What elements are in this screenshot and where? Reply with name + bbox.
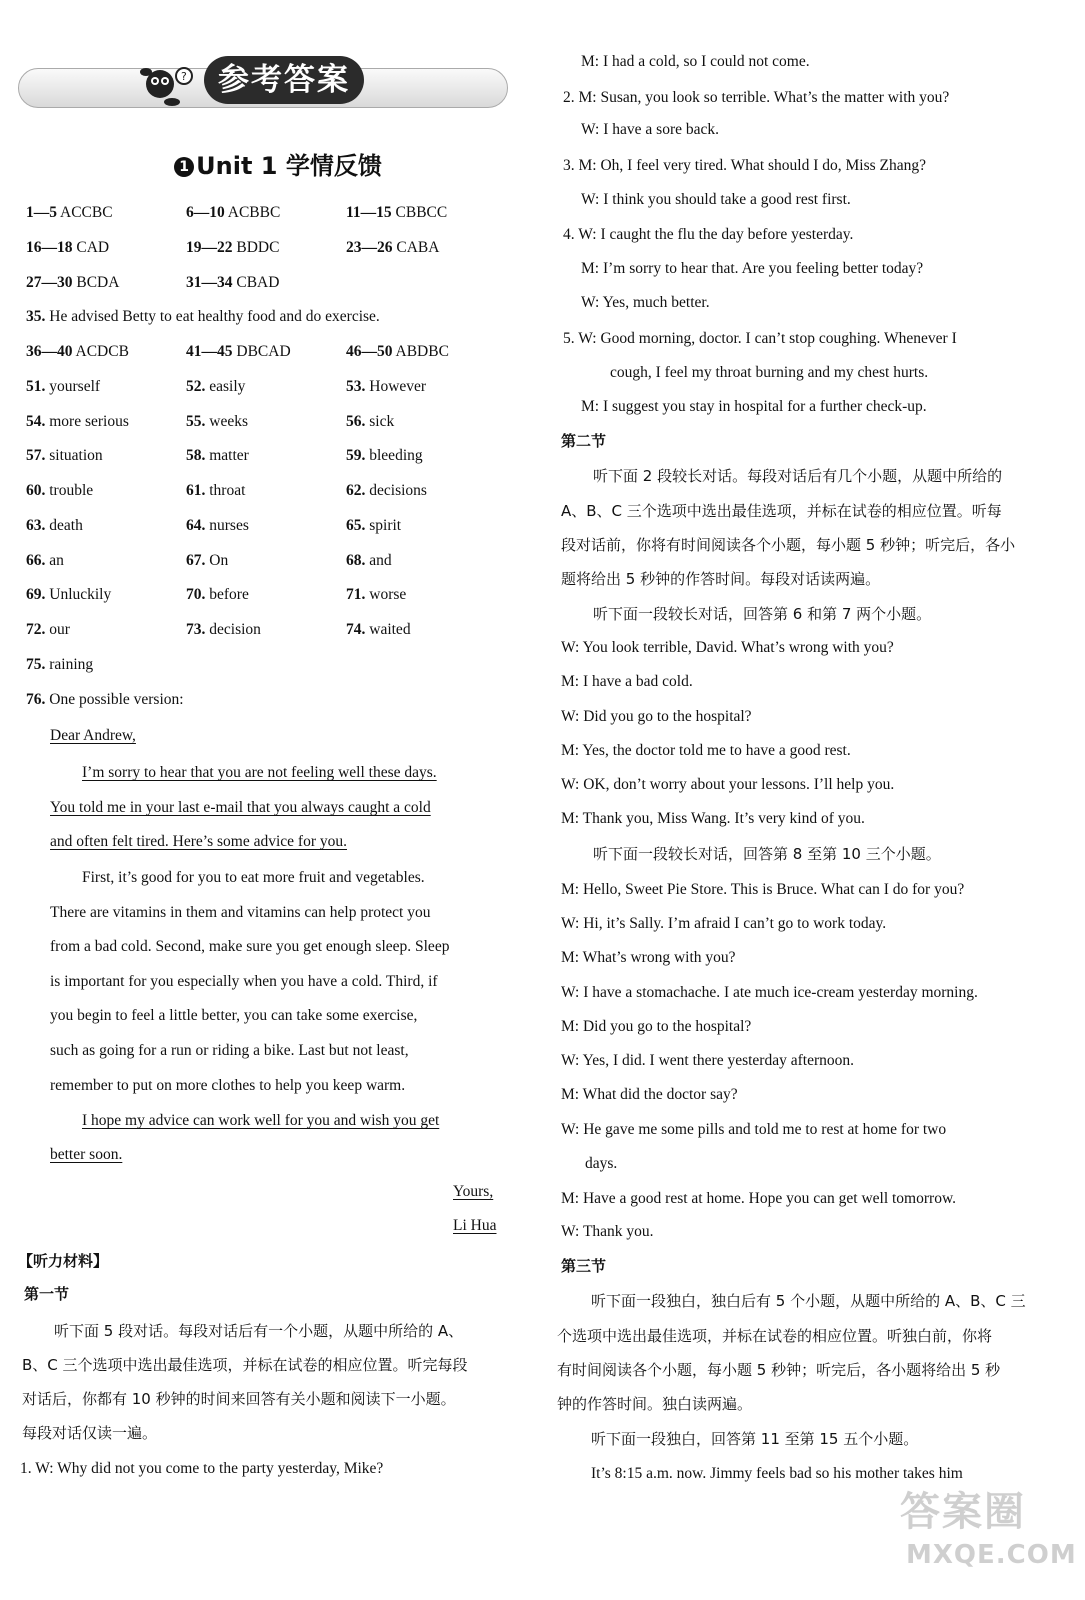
question-number: 6—10 (186, 204, 225, 221)
answer-cell: 56. sick (346, 412, 395, 430)
question-number: 23—26 (346, 238, 393, 256)
answer-cell: 60. trouble (26, 482, 94, 499)
question-number: 51. (26, 377, 46, 395)
answer-cell: 52. easily (186, 377, 246, 395)
answer-row (26, 236, 506, 271)
dialogue-line: W: Hi, it’s Sally. I’m afraid I can’t go to work today. (561, 915, 887, 932)
answer-row (26, 410, 506, 445)
answer-row (26, 201, 506, 236)
question-number: 64. (186, 516, 206, 534)
essay-intro: 76. One possible version: (26, 690, 184, 708)
essay-line: is important for you especially when you have a cold. Third, if (50, 973, 438, 990)
section-1-text: 听下面 5 段对话。每段对话后有一个小题，从题中所给的 A、 (54, 1322, 464, 1340)
answer-row (26, 514, 506, 549)
essay-line: First, it’s good for you to eat more fruit and vegetables. (82, 869, 425, 886)
essay-salutation: Dear Andrew, (50, 727, 136, 744)
answer-row (26, 583, 506, 618)
answer-cell: 69. Unluckily (26, 586, 112, 604)
essay-line: remember to put on more clothes to help you keep warm. (50, 1077, 406, 1094)
svg-text:?: ? (181, 70, 187, 83)
section-2-text: 题将给出 5 秒钟的作答时间。每段对话读两遍。 (561, 570, 881, 588)
dialogue-line: M: I suggest you stay in hospital for a further check-up. (581, 398, 927, 415)
question-number: 35. (26, 308, 46, 326)
question-number: 70. (186, 586, 206, 604)
dialogue-line: W: Thank you. (561, 1223, 654, 1240)
answer-cell: 27—30 BCDA (26, 273, 120, 291)
dialogue-line: 5. W: Good morning, doctor. I can’t stop coughing. Whenever I (563, 330, 957, 347)
section-2-text: A、B、C 三个选项中选出最佳选项，并标在试卷的相应位置。听每 (561, 502, 1002, 520)
essay-closing: Yours, (453, 1183, 494, 1200)
question-number: 72. (26, 621, 46, 638)
answer-row (26, 375, 506, 410)
answer-cell: 65. spirit (346, 516, 402, 534)
section-2-text: 段对话前，你将有时间阅读各个小题，每小题 5 秒钟；听完后，各小 (561, 536, 1016, 554)
unit-title: Unit 1 学情反馈 (196, 152, 382, 180)
answer-cell: 58. matter (186, 447, 249, 465)
answer-cell: 55. weeks (186, 412, 248, 430)
question-number: 59. (346, 447, 366, 465)
answer-cell: 46—50 ABDBC (346, 343, 449, 360)
mascot-icon (136, 58, 200, 108)
question-number: 63. (26, 516, 46, 534)
essay-line: I’m sorry to hear that you are not feeling well these days. (82, 764, 437, 781)
answer-cell: 66. an (26, 551, 64, 569)
question-number: 60. (26, 482, 46, 499)
essay-line: from a bad cold. Second, make sure you get enough sleep. Sleep (50, 938, 450, 955)
section-1-text: 对话后，你都有 10 秒钟的时间来回答有关小题和阅读下一小题。 (22, 1390, 456, 1408)
answer-row (26, 653, 506, 688)
question-number: 68. (346, 551, 366, 569)
answer-cell: 54. more serious (26, 412, 129, 430)
dialogue-line: M: I’m sorry to hear that. Are you feeling better today? (581, 260, 924, 277)
section-1-text: B、C 三个选项中选出最佳选项，并标在试卷的相应位置。听完每段 (22, 1356, 468, 1374)
section-3-text: 个选项中选出最佳选项，并标在试卷的相应位置。听独白前，你将 (557, 1327, 993, 1345)
question-number: 11—15 (346, 204, 392, 221)
answer-cell: 23—26 CABA (346, 238, 440, 256)
watermark (900, 1480, 1077, 1590)
question-number: 52. (186, 377, 206, 395)
question-number: 53. (346, 377, 366, 395)
dialogue-line: M: What did the doctor say? (561, 1086, 738, 1103)
answer-cell: 75. raining (26, 655, 94, 673)
section-3-text: 听下面一段独白，独白后有 5 个小题，从题中所给的 A、B、C 三 (591, 1292, 1026, 1310)
answer-cell: 67. On (186, 551, 229, 569)
essay-signature: Li Hua (453, 1217, 497, 1234)
question-number: 56. (346, 412, 366, 430)
answer-cell: 61. throat (186, 482, 246, 499)
answer-row (26, 271, 506, 306)
dialogue-line: W: I think you should take a good rest first. (581, 191, 851, 208)
answer-banner (18, 50, 508, 112)
question-number: 76. (26, 690, 46, 708)
answer-row (26, 618, 506, 653)
question-number: 66. (26, 551, 46, 569)
dialogue-line: 2. M: Susan, you look so terrible. What’s the matter with you? (563, 89, 950, 106)
question-number: 55. (186, 412, 206, 430)
section-1-heading: 第一节 (24, 1285, 70, 1303)
answer-cell: 72. our (26, 621, 70, 638)
unit-heading (20, 146, 536, 181)
answer-cell: 36—40 ACDCB (26, 343, 129, 360)
question-number: 27—30 (26, 273, 73, 291)
dialogue-line: W: Yes, much better. (581, 294, 710, 311)
question-number: 57. (26, 447, 46, 465)
section-3-text: 有时间阅读各个小题，每小题 5 秒钟；听完后，各小题将给出 5 秒 (557, 1361, 1001, 1379)
question-number: 61. (186, 482, 206, 499)
monologue-line: It’s 8:15 a.m. now. Jimmy feels bad so his mother takes him (591, 1465, 963, 1482)
essay-line: better soon. (50, 1146, 123, 1163)
dialogue-line: W: Did you go to the hospital? (561, 708, 752, 725)
question-number: 69. (26, 586, 46, 604)
essay-line: and often felt tired. Here’s some advice for you. (50, 833, 347, 850)
answer-cell: 19—22 BDDC (186, 238, 280, 256)
listening-heading: 【听力材料】 (18, 1252, 109, 1270)
question-number: 36—40 (26, 343, 73, 360)
answer-row (26, 688, 506, 723)
question-number: 54. (26, 412, 46, 430)
question-number: 74. (346, 621, 366, 638)
answer-cell: 1—5 ACCBC (26, 204, 113, 221)
question-number: 19—22 (186, 238, 233, 256)
dialogue-line: W: You look terrible, David. What’s wrong with you? (561, 639, 894, 656)
question-number: 58. (186, 447, 206, 465)
section-3-text: 钟的作答时间。独白读两遍。 (557, 1395, 753, 1413)
essay-line: such as going for a run or riding a bike. Last but not least, (50, 1042, 409, 1059)
watermark-text: 答案圈 (900, 1489, 1026, 1535)
answer-cell: 74. waited (346, 621, 411, 638)
answers-grid (26, 201, 506, 722)
answer-row (26, 444, 506, 479)
answer-cell: 16—18 CAD (26, 238, 110, 256)
dialogue-line: W: I have a sore back. (581, 121, 719, 138)
dialogue-line: M: What’s wrong with you? (561, 949, 736, 966)
question-number: 1—5 (26, 204, 57, 221)
answer-cell: 31—34 CBAD (186, 273, 280, 291)
dialogue-line: M: Hello, Sweet Pie Store. This is Bruce. What can I do for you? (561, 881, 965, 898)
answer-row (26, 479, 506, 514)
dialogue-line: M: Yes, the doctor told me to have a good rest. (561, 742, 851, 759)
dialogue-line: M: I have a bad cold. (561, 673, 693, 690)
answer-cell: 71. worse (346, 586, 407, 604)
question-number: 73. (186, 621, 206, 638)
question-number: 46—50 (346, 343, 393, 360)
section-3-heading: 第三节 (561, 1257, 607, 1275)
dialogue-line: M: Did you go to the hospital? (561, 1018, 752, 1035)
question-number: 41—45 (186, 343, 233, 360)
essay-line: I hope my advice can work well for you and wish you get (82, 1112, 440, 1129)
answer-cell: 62. decisions (346, 482, 427, 499)
dialogue-line: W: I have a stomachache. I ate much ice-cream yesterday morning. (561, 984, 978, 1001)
answer-cell: 64. nurses (186, 516, 249, 534)
dialogue-line: cough, I feel my throat burning and my chest hurts. (610, 364, 929, 381)
dialogue-line: W: OK, don’t worry about your lessons. I’ll help you. (561, 776, 895, 793)
answer-row (26, 549, 506, 584)
question-number: 62. (346, 482, 366, 499)
essay-line: You told me in your last e-mail that you always caught a cold (50, 799, 431, 816)
answer-row (26, 305, 506, 340)
dialogue-intro: 听下面一段较长对话，回答第 6 和第 7 两个小题。 (593, 605, 932, 623)
section-1-text: 每段对话仅读一遍。 (22, 1424, 158, 1442)
dialogue-intro: 听下面一段较长对话，回答第 8 至第 10 三个小题。 (593, 845, 941, 863)
question-number: 67. (186, 551, 206, 569)
dialogue-line: W: He gave me some pills and told me to rest at home for two (561, 1121, 947, 1138)
question-number: 75. (26, 655, 46, 673)
dialogue-line: 4. W: I caught the flu the day before yesterday. (563, 226, 854, 243)
dialogue-line: M: Have a good rest at home. Hope you can get well tomorrow. (561, 1190, 957, 1207)
answer-cell: 68. and (346, 551, 392, 569)
answer-row (26, 340, 506, 375)
answer-cell: 51. yourself (26, 377, 101, 395)
section-2-heading: 第二节 (561, 432, 607, 450)
answer-cell: 41—45 DBCAD (186, 343, 291, 360)
answer-35: 35. He advised Betty to eat healthy food and do exercise. (26, 308, 380, 326)
answer-cell: 70. before (186, 586, 249, 604)
question-number: 16—18 (26, 238, 73, 256)
monologue-intro: 听下面一段独白，回答第 11 至第 15 五个小题。 (591, 1430, 919, 1448)
answer-cell: 57. situation (26, 447, 103, 465)
answer-cell: 53. However (346, 377, 427, 395)
essay-line: There are vitamins in them and vitamins can help protect you (50, 904, 431, 921)
essay-line: you begin to feel a little better, you can take some exercise, (50, 1007, 418, 1024)
dialogue-line: days. (585, 1155, 618, 1172)
question-number: 65. (346, 516, 366, 534)
dialogue-line: 1. W: Why did not you come to the party yesterday, Mike? (20, 1460, 384, 1477)
watermark-url: MXQE.COM (906, 1540, 1077, 1570)
unit-number: 1 (174, 157, 194, 177)
banner-title: 参考答案 (204, 56, 364, 104)
dialogue-line: W: Yes, I did. I went there yesterday afternoon. (561, 1052, 854, 1069)
section-2-text: 听下面 2 段较长对话。每段对话后有几个小题，从题中所给的 (593, 467, 1003, 485)
answer-cell: 59. bleeding (346, 447, 423, 465)
answer-cell: 11—15 CBBCC (346, 204, 448, 221)
question-number: 71. (346, 586, 366, 604)
dialogue-line: M: I had a cold, so I could not come. (581, 53, 810, 70)
question-number: 31—34 (186, 273, 233, 291)
answer-cell: 63. death (26, 516, 83, 534)
answer-cell: 73. decision (186, 621, 261, 638)
dialogue-line: M: Thank you, Miss Wang. It’s very kind of you. (561, 810, 865, 827)
dialogue-line: 3. M: Oh, I feel very tired. What should I do, Miss Zhang? (563, 157, 927, 174)
answer-cell: 6—10 ACBBC (186, 204, 281, 221)
